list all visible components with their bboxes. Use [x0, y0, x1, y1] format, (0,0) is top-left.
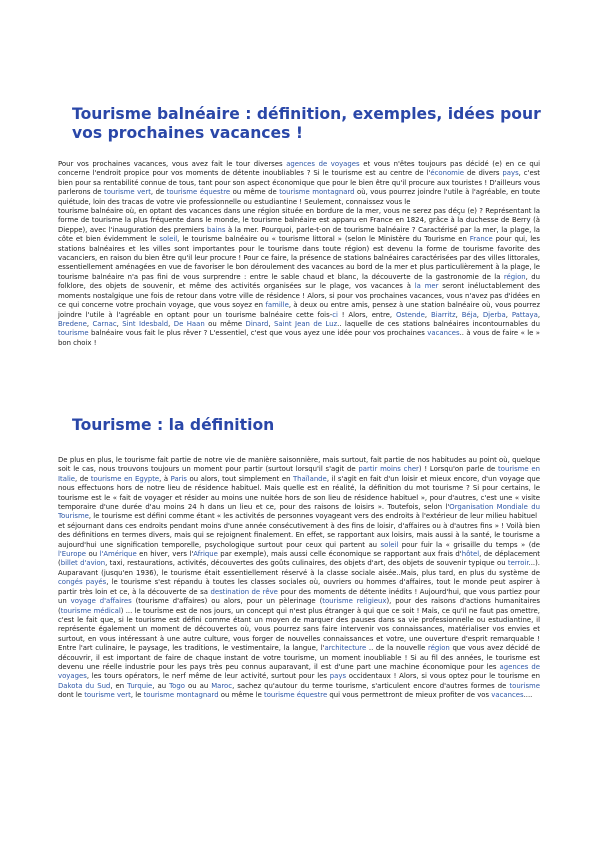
inline-link[interactable]: Sint Idesbald [122, 319, 169, 328]
text-run: ! Alors, entre, [337, 310, 396, 319]
text-run: , [476, 310, 483, 319]
inline-link[interactable]: ci [332, 310, 338, 319]
text-run: De plus en plus, le tourisme fait partie de notre vie de manière saisonnière, mais surtout, fait partie de nos habitudes au point où, quelque soit le cas, nous trouvons toujours un moment pour partir (surtout lorsqu'il s'agit de [58, 456, 540, 474]
inline-link[interactable]: partir moins cher [358, 465, 419, 474]
text-run: en hiver, vers l' [136, 550, 194, 559]
text-run: ou alors, tout simplement en [187, 474, 293, 483]
inline-link[interactable]: vacances [491, 691, 524, 700]
inline-link[interactable]: Togo [169, 681, 185, 690]
text-run: balnéaire vous fait le plus rêver ? L'essentiel, c'est que vous ayez une idée pour vos prochaines [88, 329, 428, 338]
inline-link[interactable]: Saint Jean de Luz [274, 319, 338, 328]
inline-link[interactable]: tourisme médical [60, 606, 121, 615]
inline-link[interactable]: tourisme religieux [322, 597, 387, 606]
inline-link[interactable]: Paris [170, 474, 188, 483]
text-run: ou même [204, 319, 246, 328]
text-run: , le tourisme est défini comme étant « les activités de personnes voyageant vers des endroits à l'extérieur de leur milieu habituel [88, 512, 538, 521]
inline-link[interactable]: l'Europe [58, 550, 87, 559]
text-block [58, 160, 540, 207]
text-run: pour des moments de détente inédits ! Aujourd'hui, que vous partiez pour un [58, 587, 540, 606]
text-run: dont le [58, 691, 85, 700]
inline-link[interactable]: congés payés [58, 578, 107, 587]
inline-link[interactable]: pays [329, 672, 347, 681]
text-run: ou même de [230, 188, 280, 197]
inline-link[interactable]: agences de voyages [58, 662, 541, 681]
text-run: , de déplacement ( [58, 550, 541, 568]
text-block [58, 207, 540, 348]
text-run: , c'est bien pour sa rentabilité connue de tous, tant pour son aspect économique que pour le bien être qu'il procure aux touristes ! D'ailleurs vous parlerons de [58, 169, 540, 197]
inline-link[interactable]: région [427, 644, 450, 653]
inline-link[interactable]: Djerba [482, 310, 506, 319]
text-run: , [116, 319, 123, 328]
text-run: occidentaux ! Alors, si vous optez pour le tourisme en [346, 672, 541, 681]
inline-link[interactable]: voyage d'affaires [70, 597, 132, 606]
text-run: et séjournant dans ces endroits pendant moins d'une année consécutivement à des fins de loisir, d'affaires ou à d'autres fins » ! Voilà bien des définitions en termes divers, mais qui se rejoignent finalement. En effet, se rapportant aux loisirs, mais aussi à la santé, le tourisme a aujourd'hui une signification temporelle, psychologique surtout pour ceux qui partent au [58, 521, 540, 549]
text-run: de divers [464, 169, 503, 178]
inline-link[interactable]: région [503, 272, 526, 281]
inline-link[interactable]: Thaïlande [292, 474, 327, 483]
inline-link[interactable]: Bredene [58, 319, 87, 328]
inline-link[interactable]: soleil [380, 540, 399, 549]
text-run: , [537, 310, 541, 319]
text-run: qui vous permettront de mieux profiter de vos [327, 691, 492, 700]
text-run: , à deux ou entre amis, pensez à une station balnéaire où, vous pourrez joindre l'utile à l'agréable en optant pour un tourisme balnéaire cette fois- [58, 301, 540, 319]
inline-link[interactable]: tourisme montagnard [143, 691, 219, 700]
text-run: pour fuir la « grisaille du temps » (de [398, 540, 540, 549]
text-run: et vous n'êtes toujours pas décidé (e) en ce qui concerne l'endroit propice pour vos moments de détente inoubliables ? Si le tourisme est au centre de l' [58, 160, 540, 178]
text-run: .. de la nouvelle [366, 644, 428, 653]
text-run: ) ! Lorsqu'on parle de [418, 465, 499, 474]
inline-link[interactable]: tourisme vert [84, 691, 131, 700]
inline-link[interactable]: De Haan [173, 319, 205, 328]
text-run: .... [523, 691, 533, 700]
inline-link[interactable]: tourisme [58, 329, 89, 338]
inline-link[interactable]: hôtel [461, 550, 480, 559]
text-run: .. à vous de faire « le » bon choix ! [58, 329, 540, 347]
text-run: , [168, 319, 174, 328]
article-title: Tourisme balnéaire : définition, exemples, idées pour vos prochaines vacances ! [72, 105, 541, 142]
definition-paragraph [58, 456, 540, 701]
text-run: par exemple), mais aussi celle économique se rapportant aux frais d' [217, 550, 462, 559]
inline-link[interactable]: agences de voyages [286, 160, 360, 168]
text-run: ) ... le tourisme est de nos jours, un concept qui n'est plus étranger à qui que ce soit ! Mais, ce qu'il ne faut pas omettre, c'est le fait que, si le tourisme est défini comme étant un moyen de marquer des pauses dans sa vie professionnelle ou estudiantine, il représente également un moment de découvertes où, vous pourrez sans faire intervenir vos connaissances, matérialiser vos envies et surtout, en vous intéressant à une autre culture, vous forger de nouvelles connaissances et votre, une ouverture d'esprit remarquable ! Entre l'art culinaire, le paysage, les traditions, le vestimentaire, la langue, l' [58, 606, 540, 653]
text-run: , [424, 310, 431, 319]
inline-link[interactable]: l'Amérique [99, 550, 137, 559]
inline-link[interactable]: Carnac [92, 319, 117, 328]
inline-link[interactable]: soleil [159, 235, 178, 244]
inline-link[interactable]: tourisme équestre [166, 188, 231, 197]
text-run: , les tours opérators, le nerf même de leur activité, surtout pour les [86, 672, 330, 681]
inline-link[interactable]: tourisme montagnard [279, 188, 355, 197]
inline-link[interactable]: tourisme en Italie [58, 465, 541, 483]
inline-link[interactable]: destination de rêve [210, 587, 278, 596]
inline-link[interactable]: bains [206, 225, 226, 234]
text-run: , [86, 319, 93, 328]
inline-link[interactable]: tourisme en Egypte [90, 474, 160, 483]
text-run: .. laquelle de ces stations balnéaires incontournables du [337, 319, 541, 328]
text-block [58, 522, 540, 701]
text-run: , à [159, 474, 171, 483]
text-run: , [268, 319, 275, 328]
text-run: ou même le [218, 691, 265, 700]
text-run: ), pour des raisons d'actions humanitaires ( [58, 597, 540, 615]
text-run: , sachez qu'autour du terme tourisme, s'articulent encore d'autres formes de [232, 681, 510, 690]
text-run: , [505, 310, 512, 319]
inline-link[interactable]: pays [502, 169, 519, 178]
text-run: ...). Auparavant (jusqu'en 1936), le tourisme était essentiellement réservé à la classe sociale aisée..Mais, plus tard, en plus du système de [58, 559, 540, 577]
inline-link[interactable]: tourisme équestre [264, 691, 328, 700]
inline-link[interactable]: économie [430, 169, 465, 178]
text-run: , du folklore, des objets de souvenir, et même des activités organisées sur le plage, vos vacances à [58, 272, 541, 291]
inline-link[interactable]: tourisme vert [104, 188, 151, 197]
inline-link[interactable]: terroir [507, 559, 529, 568]
text-run: , le [130, 691, 144, 700]
intro-paragraph [58, 160, 540, 348]
inline-link[interactable]: Maroc [211, 681, 233, 690]
inline-link[interactable]: Biarritz [430, 310, 456, 319]
inline-link[interactable]: Béja [461, 310, 477, 319]
section-heading-definition: Tourisme : la définition [72, 416, 275, 434]
text-run: , en [110, 681, 128, 690]
text-run: seront inéluctablement des moments nostalgique une fois de retour dans votre ville de résidence ! Alors, si pour vos prochaines vacances, vous n'avez pas d'idées en ce qui concerne votre prochain voyage, que vous soyez en [58, 282, 540, 310]
text-run: à la mer. Pourquoi, parle-t-on de tourisme balnéaire ? Caractérisé par la mer, la plage, la côte et bien évidemment le [58, 225, 540, 244]
text-run: , de [75, 474, 91, 483]
text-run: , [455, 310, 462, 319]
inline-link[interactable]: tourisme [509, 681, 540, 690]
text-block [58, 456, 540, 522]
text-run: que vous avez décidé de découvrir, il est important de faire de chaque instant de votre tourisme, un moment inoubliable ! Si au fil des années, le tourisme est devenu une réelle industrie pour les pays très peu connus auparavant, il est d'une part une machine économique pour les [58, 644, 540, 671]
text-run: ou au [184, 681, 212, 690]
inline-link[interactable]: architecture [324, 644, 367, 653]
inline-link[interactable]: vacances [427, 329, 460, 338]
text-run: , le tourisme s'est répandu à toutes les classes sociales où, ouvriers ou hommes d'affaires, tout le monde peut aspirer à partir très loin et ce, à la découverte de sa [58, 578, 540, 596]
text-run: Pour vos prochaines vacances, vous avez fait le tour diverses [58, 160, 287, 168]
inline-link[interactable]: Pattaya [511, 310, 538, 319]
inline-link[interactable]: famille [265, 301, 289, 310]
inline-link[interactable]: Turquie [127, 681, 153, 690]
text-run: ou [86, 550, 100, 559]
text-run: où, vous pourrez joindre l'utile à l'agréable, en toute quiétude, loin des tracas de votre vie professionnelle ou estudiantine ! Seulement, connaissez vous le [58, 188, 540, 206]
inline-link[interactable]: France [469, 235, 493, 244]
text-run: tourisme balnéaire où, en optant des vacances dans une région située en bordure de la mer, vous ne serez pas déçu (e) ? Représentant la forme de tourisme la plus fréquente dans le monde, le tourisme balnéaire est apparu en France en 1824, grâce à la duchesse de Berry (à Dieppe), avec l'inauguration des premiers [58, 207, 540, 234]
text-run: , taxi, restaurations, activités, découvertes des goûts culinaires, des objets d'art, des objets de souvenir typique ou [105, 559, 508, 568]
text-run: , de [150, 188, 167, 197]
inline-link[interactable]: la mer [414, 282, 439, 291]
text-run: (tourisme d'affaires) ou alors, pour un pèlerinage ( [131, 597, 323, 606]
inline-link[interactable]: Organisation Mondiale du Tourisme [58, 503, 540, 521]
text-run: , le tourisme balnéaire ou « tourisme littoral » (selon le Ministère du Tourisme en [177, 235, 470, 244]
text-run: pour qui, les stations balnéaires et les villes sont importantes pour le tourisme dans toute région) est devenu la forme de tourisme favorite des vacanciers, en raison du bien être qu'il leur procure ! Pour ce faire, la présence de stations balnéaires caractérisées par des villes littorales, essentiellement aménagées en vue de favoriser le bon déroulement des vacances au bord de la mer et plus particulièrement à la plage, le tourisme balnéaire n'a pas fini de vous surprendre : entre le sable chaud et blanc, la découverte de la gastronomie de la [58, 235, 541, 281]
inline-link[interactable]: Afrique [193, 550, 218, 559]
inline-link[interactable]: Dinard [245, 319, 269, 328]
inline-link[interactable]: Ostende [395, 310, 425, 319]
inline-link[interactable]: Dakota du Sud [58, 681, 111, 690]
text-run: , au [152, 681, 170, 690]
text-run: , il s'agit en fait d'un loisir et mieux encore, d'un voyage que nous effectuons hors de notre lieu de résidence habituel. Mais quelle est en réalité, la définition du mot tourisme ? Si pour certains, le tourisme est le « fait de voyager et résider au moins une nuitée hors de son lieu de résidence habituel », pour d'autres, c'est une « visite temporaire d'une durée d'au moins 24 h dans un lieu et ce, pour des raisons de loisirs ». Toutefois, selon l' [58, 474, 541, 512]
inline-link[interactable]: billet d'avion [60, 559, 106, 568]
